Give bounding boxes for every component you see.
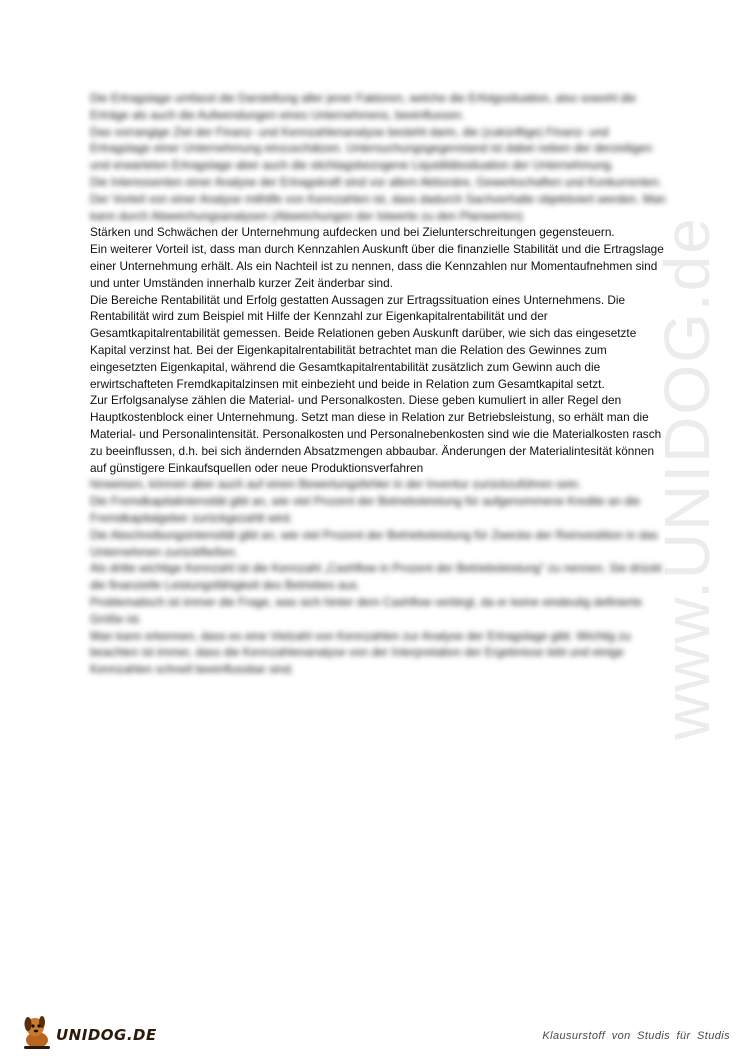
paragraph: Das vorrangige Ziel der Finanz- und Kennzahlenanalyse besteht darin, die (zukünftige) Finanz- und Ertragslage einer Unternehmung einzuschätzen. Untersuchungsgegenstand ist dabei neben der derzeitigen und erwarteten Ertragslage aber auch die stichtagsbezogene Liquiditätssituation der Unternehmung.: [90, 124, 653, 173]
paragraph: Die Interessenten einer Analyse der Ertragskraft sind vor allem Aktionäre, Gewerkschaften und Konkurrenten.: [90, 174, 662, 189]
paragraph: Der Vorteil von einer Analyse mithilfe von Kennzahlen ist, dass dadurch Sachverhalte objektiviert werden. Man kann durch Abweichungsanalysen (Abweichungen der Istwerte zu den Planwerten): [90, 191, 666, 223]
paragraph: Die Fremdkapitalintensität gibt an, wie viel Prozent der Betriebsleistung für aufgenommene Kredite an die Fremdkapitalgeber zurückgezahlt wird.: [90, 494, 641, 525]
paragraph: Die Abschreibungsintensität gibt an, wie viel Prozent der Betriebsleistung für Zwecke der Reinvestition in das Unternehmen zurückfließen.: [90, 527, 658, 559]
visible-excerpt: [90, 224, 670, 476]
paragraph: Man kann erkennen, dass es eine Vielzahl von Kennzahlen zur Analyse der Ertragslage gibt. Wichtig zu beachten ist immer, dass die Kennzahlenanalyse von der Interpretation der Ergebnisse lebt und einige Kennzahlen schnell beeinflussbar sind.: [90, 628, 631, 677]
paragraph: Als dritte wichtige Kennzahl ist die Kennzahl „Cashflow in Prozent der Betriebsleistung“ zu nennen. Sie drückt die finanzielle Leistungsfähigkeit des Betriebes aus.: [90, 561, 662, 593]
watermark: www.UNIDOG.de: [651, 216, 723, 740]
logo-text: UNIDOG.DE: [56, 1026, 157, 1044]
paragraph: hinweisen, können aber auch auf einen Bewertungsfehler in der Inventur zurückzuführen sein.: [90, 477, 582, 492]
footer-tagline: Klausurstoff von Studis für Studis: [542, 1030, 730, 1042]
document-body: [90, 90, 670, 678]
paragraph: Die Bereiche Rentabilität und Erfolg gestatten Aussagen zur Ertragssituation eines Unternehmens. Die Rentabilität wird zum Beispiel mit Hilfe der Kennzahl zur Eigenkapitalrentabilität und der Gesamtkapitalrentabilität gemessen. Beide Relationen geben Auskunft darüber, wie sich das eingesetzte Kapital verzinst hat. Bei der Eigenkapitalrentabilität betrachtet man die Relation des Gewinnes zum eingesetzten Eigenkapital, während die Gesamtkapitalrentabilität zusätzlich zum Gewinn auch die erwirtschafteten Fremdkapitalzinsen mit einbezieht und beide in Relation zum Gesamtkapital setzt.: [90, 292, 637, 391]
paragraph: Ein weiterer Vorteil ist, dass man durch Kennzahlen Auskunft über die finanzielle Stabilität und die Ertragslage einer Unternehmung erhält. Als ein Nachteil ist zu nennen, dass die Kennzahlen nur Momentaufnehmen sind und unter Umständen innerhalb kurzer Zeit änderbar sind.: [90, 242, 664, 290]
paragraph: Zur Erfolgsanalyse zählen die Material- und Personalkosten. Diese geben kumuliert in aller Regel den Hauptkostenblock einer Unternehmung. Setzt man diese in Relation zur Betriebsleistung, so erhält man die Material- und Personalintensität. Personalkosten und Personalnebenkosten sind wie die Materialkosten rasch zu beeinflussen, d.h. bei sich ändernden Absatzmengen abbaubar. Änderungen der Materialintesität können auf günstigere Einkaufsquellen oder neue Produktionsverfahren: [90, 393, 662, 475]
blurred-preview-top: [90, 90, 670, 224]
blurred-preview-bottom: [90, 476, 670, 678]
paragraph: Stärken und Schwächen der Unternehmung aufdecken und bei Zielunterschreitungen gegensteuern.: [90, 225, 615, 240]
paragraph: Die Ertragslage umfasst die Darstellung aller jener Faktoren, welche die Erfolgssituation, also sowohl die Erträge als auch die Aufwendungen eines Unternehmens, beeinflussen.: [90, 91, 637, 122]
unidog-logo[interactable]: [20, 1010, 157, 1050]
paragraph: Problematisch ist immer die Frage, was sich hinter dem Cashflow verbirgt, da er keine eindeutig definierte Größe ist.: [90, 594, 643, 626]
dog-mascot-icon: [20, 1010, 54, 1050]
